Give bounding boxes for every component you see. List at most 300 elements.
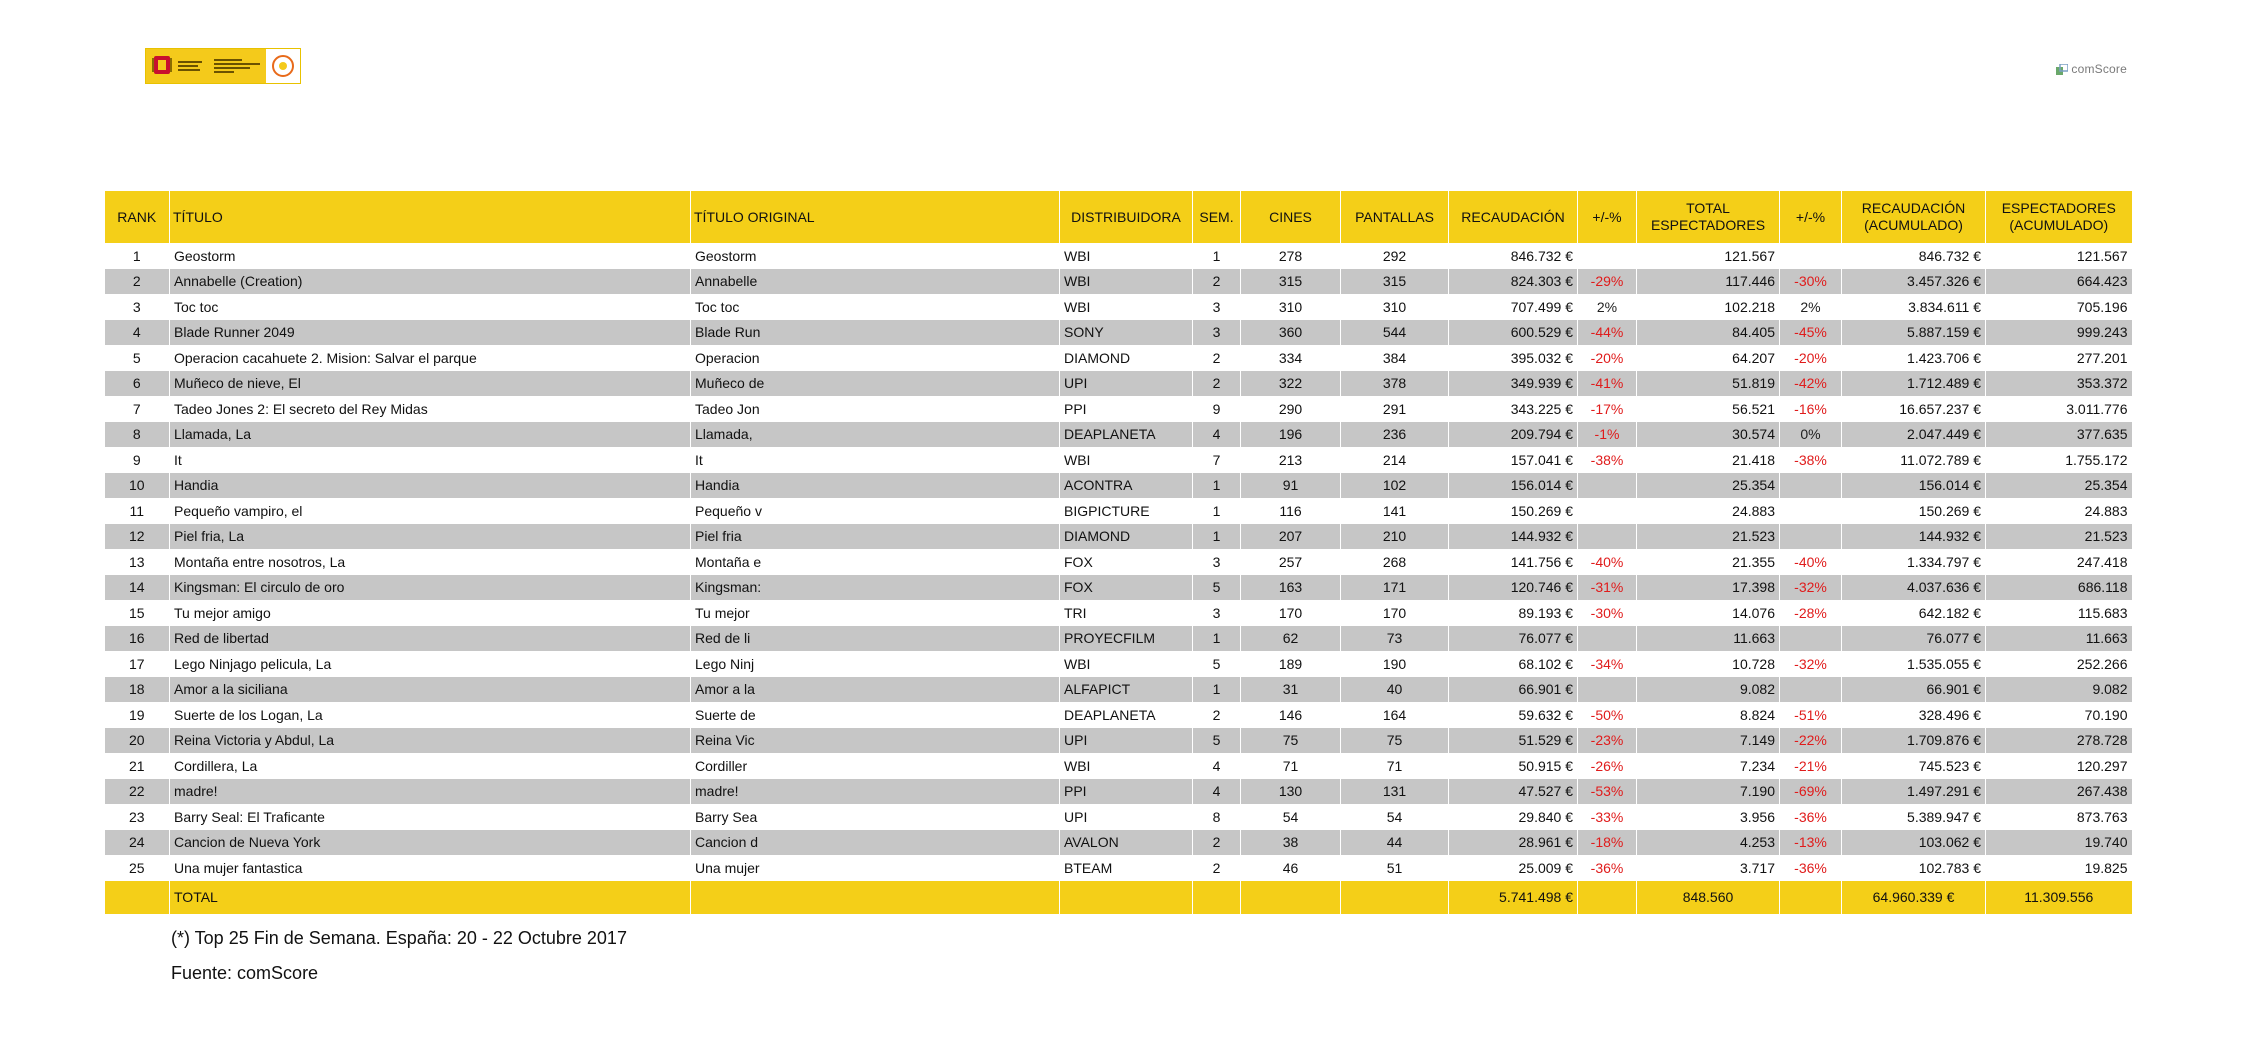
distributor-cell: PPI	[1060, 779, 1193, 805]
rank-cell: 1	[132, 247, 141, 264]
weeks-cell: 2	[1193, 269, 1241, 295]
cumulative-admissions-cell: 11.663	[1986, 626, 2132, 652]
admissions-cell: 117.446	[1637, 269, 1780, 295]
total-row	[105, 881, 2132, 914]
distributor-cell: WBI	[1060, 753, 1193, 779]
distributor-cell: TRI	[1060, 600, 1193, 626]
admissions-change-cell: -32%	[1780, 651, 1842, 677]
original-title-cell: Annabelle	[691, 269, 1060, 295]
table-row	[105, 269, 2132, 295]
admissions-cell: 21.523	[1637, 524, 1780, 550]
title-cell: Muñeco de nieve, El	[170, 371, 691, 397]
original-title-cell: Reina Vic	[691, 728, 1060, 754]
table-row	[105, 677, 2132, 703]
admissions-cell: 7.234	[1637, 753, 1780, 779]
admissions-change-cell	[1780, 626, 1842, 652]
admissions-cell: 21.418	[1637, 447, 1780, 473]
original-title-cell: Tadeo Jon	[691, 396, 1060, 422]
cumulative-admissions-cell: 9.082	[1986, 677, 2132, 703]
rank-cell: 19	[128, 706, 145, 723]
total-label: TOTAL	[170, 881, 691, 914]
admissions-change-cell: -36%	[1780, 855, 1842, 881]
weeks-cell: 2	[1193, 345, 1241, 371]
original-title-cell: Cancion d	[691, 830, 1060, 856]
original-title-cell: Red de li	[691, 626, 1060, 652]
cinemas-cell: 278	[1241, 243, 1341, 269]
distributor-cell: BIGPICTURE	[1060, 498, 1193, 524]
screens-cell: 51	[1341, 855, 1449, 881]
cumulative-gross-cell: 3.834.611 €	[1842, 294, 1986, 320]
cinemas-cell: 163	[1241, 575, 1341, 601]
screens-cell: 214	[1341, 447, 1449, 473]
weeks-cell: 3	[1193, 294, 1241, 320]
title-cell: Blade Runner 2049	[170, 320, 691, 346]
rank-cell: 3	[132, 298, 141, 315]
admissions-cell: 3.956	[1637, 804, 1780, 830]
rank-cell: 2	[105, 269, 170, 295]
screens-cell: 236	[1341, 422, 1449, 448]
weeks-cell: 9	[1193, 396, 1241, 422]
cinemas-cell: 38	[1241, 830, 1341, 856]
gross-cell: 600.529 €	[1449, 320, 1578, 346]
gross-change-cell: -38%	[1578, 447, 1637, 473]
cumulative-gross-cell: 745.523 €	[1842, 753, 1986, 779]
distributor-cell: UPI	[1060, 804, 1193, 830]
admissions-change-cell	[1780, 677, 1842, 703]
table-row	[105, 396, 2132, 422]
admissions-change-cell: -51%	[1780, 702, 1842, 728]
screens-cell: 268	[1341, 549, 1449, 575]
cumulative-gross-cell: 5.887.159 €	[1842, 320, 1986, 346]
distributor-cell: DEAPLANETA	[1060, 702, 1193, 728]
rank-cell: 24	[105, 830, 170, 856]
gross-change-cell: -18%	[1578, 830, 1637, 856]
table-row	[105, 651, 2132, 677]
table-body	[105, 243, 2132, 881]
cumulative-gross-cell: 16.657.237 €	[1842, 396, 1986, 422]
screens-cell: 171	[1341, 575, 1449, 601]
admissions-change-cell: 0%	[1780, 422, 1842, 448]
comscore-logo	[2056, 62, 2127, 76]
original-title-cell: Una mujer	[691, 855, 1060, 881]
rank-cell: 15	[128, 604, 145, 621]
original-title-cell: Blade Run	[691, 320, 1060, 346]
admissions-cell: 51.819	[1637, 371, 1780, 397]
footnote-title: (*) Top 25 Fin de Semana. España:	[171, 928, 452, 948]
cumulative-admissions-cell: 278.728	[1986, 728, 2132, 754]
screens-cell: 170	[1341, 600, 1449, 626]
screens-cell: 75	[1341, 728, 1449, 754]
gross-cell: 66.901 €	[1449, 677, 1578, 703]
gross-cell: 68.102 €	[1449, 651, 1578, 677]
table-row	[105, 243, 2132, 269]
admissions-change-cell: 2%	[1780, 294, 1842, 320]
gross-change-cell: -33%	[1578, 804, 1637, 830]
original-title-cell: Barry Sea	[691, 804, 1060, 830]
admissions-change-cell: -20%	[1780, 345, 1842, 371]
weeks-cell: 5	[1193, 728, 1241, 754]
gross-cell: 141.756 €	[1449, 549, 1578, 575]
weeks-cell: 4	[1193, 779, 1241, 805]
cumulative-admissions-cell: 247.418	[1986, 549, 2132, 575]
cinemas-cell: 334	[1241, 345, 1341, 371]
total-empty-cell	[105, 881, 170, 914]
rank-cell: 22	[105, 779, 170, 805]
rank-cell: 13	[128, 553, 145, 570]
admissions-cell: 10.728	[1637, 651, 1780, 677]
cumulative-admissions-cell: 252.266	[1986, 651, 2132, 677]
cinemas-cell: 170	[1241, 600, 1341, 626]
title-cell: Suerte de los Logan, La	[170, 702, 691, 728]
column-header[interactable]: TÍTULO	[170, 191, 691, 243]
cinemas-cell: 130	[1241, 779, 1341, 805]
weeks-cell: 2	[1193, 830, 1241, 856]
total-empty-cell	[1241, 881, 1341, 914]
weeks-cell: 3	[1193, 320, 1241, 346]
weeks-cell: 3	[1193, 549, 1241, 575]
title-cell: It	[170, 447, 691, 473]
admissions-change-cell: -13%	[1780, 830, 1842, 856]
table-row	[105, 779, 2132, 805]
screens-cell: 292	[1341, 243, 1449, 269]
title-cell: Piel fria, La	[170, 524, 691, 550]
distributor-cell: WBI	[1060, 651, 1193, 677]
admissions-cell: 7.190	[1637, 779, 1780, 805]
table-row	[105, 473, 2132, 499]
table-header-row	[105, 191, 2132, 243]
gross-change-cell	[1578, 677, 1637, 703]
total-empty-cell	[691, 881, 1060, 914]
distributor-cell: WBI	[1060, 294, 1193, 320]
cumulative-gross-cell: 3.457.326 €	[1842, 269, 1986, 295]
rank-cell: 8	[105, 422, 170, 448]
gross-cell: 51.529 €	[1449, 728, 1578, 754]
weeks-cell: 1	[1193, 677, 1241, 703]
cinemas-cell: 46	[1241, 855, 1341, 881]
admissions-change-cell: -22%	[1780, 728, 1842, 754]
screens-cell: 73	[1341, 626, 1449, 652]
gross-cell: 349.939 €	[1449, 371, 1578, 397]
rank-cell: 9	[132, 451, 141, 468]
source-note: Fuente: comScore	[171, 963, 319, 983]
admissions-change-cell: -40%	[1780, 549, 1842, 575]
admissions-change-cell: -16%	[1780, 396, 1842, 422]
weeks-cell: 2	[1193, 702, 1241, 728]
cumulative-gross-cell: 846.732 €	[1842, 243, 1986, 269]
cinemas-cell: 257	[1241, 549, 1341, 575]
gross-cell: 50.915 €	[1449, 753, 1578, 779]
distributor-cell: FOX	[1060, 575, 1193, 601]
cumulative-gross-cell: 76.077 €	[1842, 626, 1986, 652]
screens-cell: 384	[1341, 345, 1449, 371]
weeks-cell: 8	[1193, 804, 1241, 830]
gross-cell: 144.932 €	[1449, 524, 1578, 550]
total-espectadores-acumulado: 11.309.556	[1986, 881, 2132, 914]
screens-cell: 141	[1341, 498, 1449, 524]
original-title-cell: madre!	[691, 779, 1060, 805]
title-cell: Geostorm	[170, 243, 691, 269]
cinemas-cell: 62	[1241, 626, 1341, 652]
gross-cell: 25.009 €	[1449, 855, 1578, 881]
distributor-cell: PPI	[1060, 396, 1193, 422]
admissions-cell: 25.354	[1637, 473, 1780, 499]
original-title-cell: Toc toc	[691, 294, 1060, 320]
column-header[interactable]: DISTRIBUIDORA	[1060, 191, 1193, 243]
column-header[interactable]: ESPECTADORES (ACUMULADO)	[1986, 191, 2132, 243]
distributor-cell: ALFAPICT	[1060, 677, 1193, 703]
total-espectadores: 848.560	[1637, 881, 1780, 914]
screens-cell: 44	[1341, 830, 1449, 856]
title-cell: Pequeño vampiro, el	[170, 498, 691, 524]
rank-cell: 12	[105, 524, 170, 550]
column-header[interactable]: SEM.	[1193, 191, 1241, 243]
cumulative-admissions-cell: 19.740	[1986, 830, 2132, 856]
cumulative-admissions-cell: 705.196	[1986, 294, 2132, 320]
screens-cell: 190	[1341, 651, 1449, 677]
cinemas-cell: 146	[1241, 702, 1341, 728]
gross-cell: 395.032 €	[1449, 345, 1578, 371]
gross-cell: 120.746 €	[1449, 575, 1578, 601]
screens-cell: 164	[1341, 702, 1449, 728]
admissions-change-cell: -69%	[1780, 779, 1842, 805]
cumulative-gross-cell: 1.712.489 €	[1842, 371, 1986, 397]
rank-cell: 5	[132, 349, 141, 366]
distributor-cell: WBI	[1060, 447, 1193, 473]
original-title-cell: Llamada,	[691, 422, 1060, 448]
gross-change-cell	[1578, 626, 1637, 652]
weeks-cell: 1	[1193, 473, 1241, 499]
gross-change-cell: -41%	[1578, 371, 1637, 397]
admissions-cell: 8.824	[1637, 702, 1780, 728]
gross-change-cell: -23%	[1578, 728, 1637, 754]
original-title-cell: Pequeño v	[691, 498, 1060, 524]
cumulative-gross-cell: 156.014 €	[1842, 473, 1986, 499]
coat-of-arms-icon	[152, 54, 172, 78]
weeks-cell: 3	[1193, 600, 1241, 626]
cumulative-admissions-cell: 873.763	[1986, 804, 2132, 830]
cumulative-admissions-cell: 999.243	[1986, 320, 2132, 346]
column-header[interactable]: TÍTULO ORIGINAL	[691, 191, 1060, 243]
title-cell: Lego Ninjago pelicula, La	[170, 651, 691, 677]
gross-change-cell: -34%	[1578, 651, 1637, 677]
distributor-cell: DEAPLANETA	[1060, 422, 1193, 448]
admissions-cell: 7.149	[1637, 728, 1780, 754]
cinemas-cell: 360	[1241, 320, 1341, 346]
rank-cell: 21	[128, 757, 145, 774]
admissions-change-cell: -45%	[1780, 320, 1842, 346]
distributor-cell: UPI	[1060, 371, 1193, 397]
table-row	[105, 702, 2132, 728]
distributor-cell: UPI	[1060, 728, 1193, 754]
distributor-cell: PROYECFILM	[1060, 626, 1193, 652]
table-row	[105, 549, 2132, 575]
table-row	[105, 345, 2132, 371]
cumulative-admissions-cell: 277.201	[1986, 345, 2132, 371]
admissions-change-cell	[1780, 473, 1842, 499]
cumulative-gross-cell: 66.901 €	[1842, 677, 1986, 703]
original-title-cell: Piel fria	[691, 524, 1060, 550]
column-header[interactable]: +/-%	[1780, 191, 1842, 243]
cumulative-gross-cell: 1.497.291 €	[1842, 779, 1986, 805]
distributor-cell: SONY	[1060, 320, 1193, 346]
cumulative-admissions-cell: 686.118	[1986, 575, 2132, 601]
cinemas-cell: 116	[1241, 498, 1341, 524]
table-row	[105, 626, 2132, 652]
rank-cell: 23	[128, 808, 145, 825]
total-recaudacion-acumulado: 64.960.339 €	[1842, 881, 1986, 914]
gross-cell: 707.499 €	[1449, 294, 1578, 320]
original-title-cell: Muñeco de	[691, 371, 1060, 397]
table-row	[105, 575, 2132, 601]
weeks-cell: 5	[1193, 575, 1241, 601]
title-cell: Kingsman: El circulo de oro	[170, 575, 691, 601]
column-header[interactable]: RECAUDACIÓN	[1449, 191, 1578, 243]
admissions-cell: 64.207	[1637, 345, 1780, 371]
cumulative-admissions-cell: 115.683	[1986, 600, 2132, 626]
cumulative-gross-cell: 11.072.789 €	[1842, 447, 1986, 473]
cinemas-cell: 75	[1241, 728, 1341, 754]
rank-cell: 10	[105, 473, 170, 499]
cumulative-gross-cell: 150.269 €	[1842, 498, 1986, 524]
admissions-change-cell	[1780, 524, 1842, 550]
distributor-cell: WBI	[1060, 269, 1193, 295]
admissions-cell: 14.076	[1637, 600, 1780, 626]
title-cell: madre!	[170, 779, 691, 805]
gross-cell: 89.193 €	[1449, 600, 1578, 626]
cinemas-cell: 322	[1241, 371, 1341, 397]
column-header[interactable]: CINES	[1241, 191, 1341, 243]
original-title-cell: Suerte de	[691, 702, 1060, 728]
weeks-cell: 4	[1193, 753, 1241, 779]
weeks-cell: 7	[1193, 447, 1241, 473]
admissions-change-cell: -30%	[1780, 269, 1842, 295]
admissions-cell: 30.574	[1637, 422, 1780, 448]
gross-change-cell: -50%	[1578, 702, 1637, 728]
cinemas-cell: 207	[1241, 524, 1341, 550]
cumulative-admissions-cell: 121.567	[1986, 243, 2132, 269]
title-cell: Reina Victoria y Abdul, La	[170, 728, 691, 754]
cumulative-admissions-cell: 377.635	[1986, 422, 2132, 448]
gross-cell: 343.225 €	[1449, 396, 1578, 422]
column-header[interactable]: +/-%	[1578, 191, 1637, 243]
gross-change-cell: -1%	[1578, 422, 1637, 448]
table-row	[105, 422, 2132, 448]
weeks-cell: 1	[1193, 243, 1241, 269]
original-title-cell: Kingsman:	[691, 575, 1060, 601]
admissions-cell: 56.521	[1637, 396, 1780, 422]
column-header[interactable]: RANK	[105, 191, 170, 243]
cumulative-gross-cell: 4.037.636 €	[1842, 575, 1986, 601]
weeks-cell: 2	[1193, 371, 1241, 397]
title-cell: Annabelle (Creation)	[170, 269, 691, 295]
table-row	[105, 855, 2132, 881]
admissions-change-cell: -28%	[1780, 600, 1842, 626]
cumulative-gross-cell: 1.334.797 €	[1842, 549, 1986, 575]
cumulative-admissions-cell: 70.190	[1986, 702, 2132, 728]
gross-change-cell: -44%	[1578, 320, 1637, 346]
title-cell: Red de libertad	[170, 626, 691, 652]
rank-cell: 20	[105, 728, 170, 754]
rank-cell: 6	[105, 371, 170, 397]
cumulative-admissions-cell: 3.011.776	[1986, 396, 2132, 422]
rank-cell: 14	[105, 575, 170, 601]
total-empty-cell	[1341, 881, 1449, 914]
column-header[interactable]: PANTALLAS	[1341, 191, 1449, 243]
rank-cell: 11	[129, 502, 145, 519]
admissions-cell: 9.082	[1637, 677, 1780, 703]
weeks-cell: 1	[1193, 626, 1241, 652]
gross-change-cell: 2%	[1578, 294, 1637, 320]
rank-cell: 7	[132, 400, 141, 417]
gross-cell: 209.794 €	[1449, 422, 1578, 448]
gross-cell: 28.961 €	[1449, 830, 1578, 856]
admissions-cell: 3.717	[1637, 855, 1780, 881]
comscore-mark-icon	[2056, 64, 2068, 75]
cumulative-gross-cell: 1.709.876 €	[1842, 728, 1986, 754]
gross-change-cell: -40%	[1578, 549, 1637, 575]
gross-change-cell: -17%	[1578, 396, 1637, 422]
cumulative-gross-cell: 102.783 €	[1842, 855, 1986, 881]
admissions-cell: 24.883	[1637, 498, 1780, 524]
gross-change-cell	[1578, 243, 1637, 269]
admissions-cell: 21.355	[1637, 549, 1780, 575]
title-cell: Barry Seal: El Traficante	[170, 804, 691, 830]
table-row	[105, 524, 2132, 550]
weeks-cell: 4	[1193, 422, 1241, 448]
table-row	[105, 447, 2132, 473]
admissions-change-cell: -32%	[1780, 575, 1842, 601]
gross-cell: 157.041 €	[1449, 447, 1578, 473]
distributor-cell: WBI	[1060, 243, 1193, 269]
title-cell: Tadeo Jones 2: El secreto del Rey Midas	[170, 396, 691, 422]
cumulative-admissions-cell: 353.372	[1986, 371, 2132, 397]
admissions-change-cell: -21%	[1780, 753, 1842, 779]
title-cell: Llamada, La	[170, 422, 691, 448]
column-header[interactable]: TOTAL ESPECTADORES	[1637, 191, 1780, 243]
distributor-cell: DIAMOND	[1060, 345, 1193, 371]
cinemas-cell: 213	[1241, 447, 1341, 473]
screens-cell: 102	[1341, 473, 1449, 499]
screens-cell: 315	[1341, 269, 1449, 295]
cinemas-cell: 91	[1241, 473, 1341, 499]
admissions-change-cell: -42%	[1780, 371, 1842, 397]
distributor-cell: ACONTRA	[1060, 473, 1193, 499]
table-row	[105, 498, 2132, 524]
title-cell: Handia	[170, 473, 691, 499]
gross-change-cell	[1578, 473, 1637, 499]
government-logo	[145, 48, 301, 84]
ministry-emblem-icon	[270, 53, 296, 79]
cumulative-admissions-cell: 21.523	[1986, 524, 2132, 550]
column-header[interactable]: RECAUDACIÓN (ACUMULADO)	[1842, 191, 1986, 243]
cumulative-admissions-cell: 1.755.172	[1986, 447, 2132, 473]
distributor-cell: FOX	[1060, 549, 1193, 575]
gross-change-cell	[1578, 498, 1637, 524]
title-cell: Una mujer fantastica	[170, 855, 691, 881]
footnote-dates: 20 - 22 Octubre 2017	[451, 928, 627, 948]
original-title-cell: Lego Ninj	[691, 651, 1060, 677]
footnote	[171, 928, 627, 949]
title-cell: Montaña entre nosotros, La	[170, 549, 691, 575]
cumulative-gross-cell: 642.182 €	[1842, 600, 1986, 626]
gross-cell: 846.732 €	[1449, 243, 1578, 269]
cumulative-gross-cell: 5.389.947 €	[1842, 804, 1986, 830]
rank-cell: 25	[128, 859, 145, 876]
total-empty-cell	[1780, 881, 1842, 914]
cumulative-gross-cell: 328.496 €	[1842, 702, 1986, 728]
cinemas-cell: 189	[1241, 651, 1341, 677]
cumulative-gross-cell: 1.535.055 €	[1842, 651, 1986, 677]
